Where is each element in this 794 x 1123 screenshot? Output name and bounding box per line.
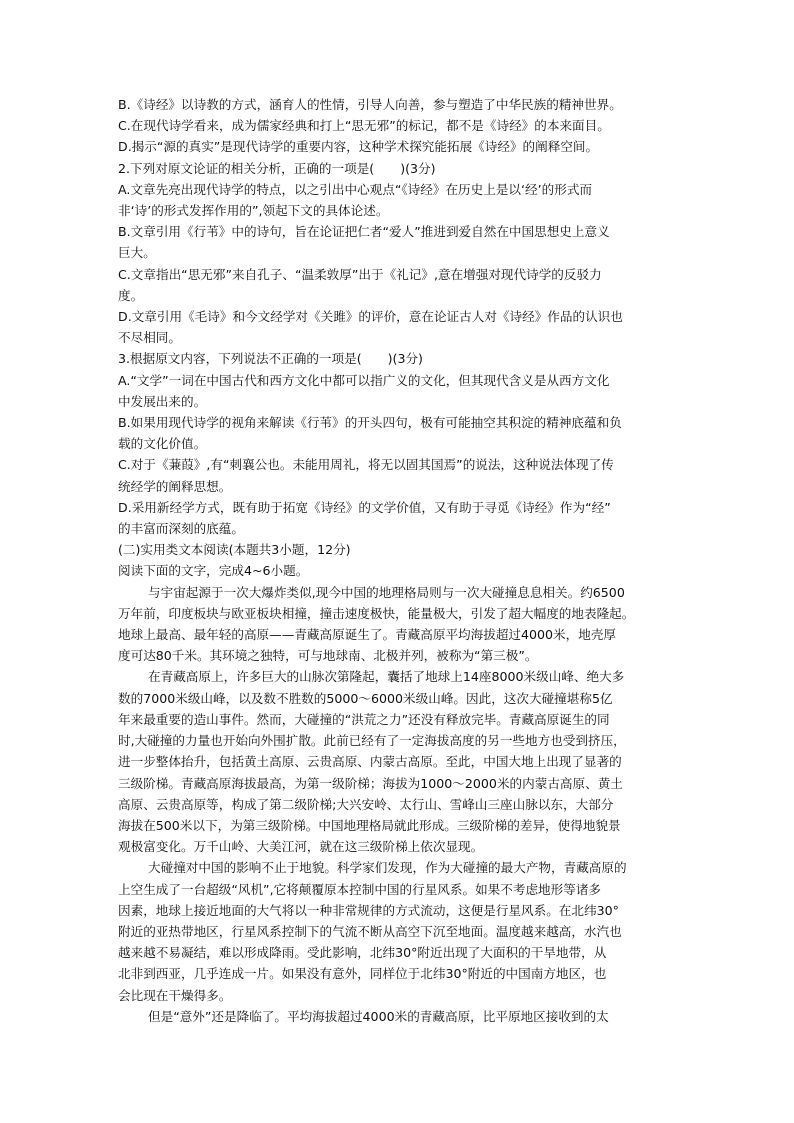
q2-option-c-line-2: 度。 [118,287,144,303]
q3-option-d-line-2: 的丰富而深刻的底蕴。 [118,521,244,537]
paragraph-line: 数的7000米级山峰，以及数不胜数的5000～6000米级山峰。因此，这次大碰撞堪称5亿 [118,690,613,706]
q3-option-c-line-2: 统经学的阐释思想。 [118,478,232,494]
q1-options [118,94,678,158]
paragraph-3 [118,857,678,1005]
paragraph-line: 度可达80千米。其环境之独特，可与地球南、北极并列，被称为“第三极”。 [118,648,538,664]
paragraph-line: 万年前，印度板块与欧亚板块相撞，撞击速度极快，能量极大，引发了超大幅度的地表隆起。 [118,605,635,621]
q2-option-c-line-1: C.文章指出“思无邪”来自孔子、“温柔敦厚”出于《礼记》,意在增强对现代诗学的反驳力 [118,266,602,282]
question-3 [118,348,678,539]
q3-option-b-line-1: B.如果用现代诗学的视角来解读《行苇》的开头四句，极有可能抽空其积淀的精神底蕴和负 [118,415,622,431]
paragraph-line: 三级阶梯。青藏高原海拔最高，为第一级阶梯；海拔为1000～2000米的内蒙古高原、黄土 [118,775,623,791]
paragraph-2 [118,666,678,857]
q2-option-b-line-1: B.文章引用《行苇》中的诗句，旨在论证把仁者“爱人”推进到爱自然在中国思想史上意义 [118,224,610,240]
paragraph-line: 在青藏高原上，许多巨大的山脉次第隆起，囊括了地球上14座8000米级山峰、绝大多 [148,669,625,685]
section-2-title: (二)实用类文本阅读(本题共3小题，12分) [118,542,351,558]
passage [118,582,678,1027]
q2-option-b-line-2: 巨大。 [118,245,156,261]
q3-option-c-line-1: C.对于《蒹葭》,有“刺襄公也。未能用周礼，将无以固其国焉”的说法，这种说法体现了传 [118,457,614,473]
paragraph-line: 大碰撞对中国的影响不止于地貌。科学家们发现，作为大碰撞的最大产物，青藏高原的 [148,860,627,876]
q3-stem-suffix: )(3分) [387,351,423,367]
q3-option-a-line-2: 中发展出来的。 [118,393,207,409]
paragraph-4 [118,1006,678,1027]
q3-stem-prefix: 3.根据原文内容，下列说法不正确的一项是( [118,351,362,367]
paragraph-line: 进一步整体抬升，包括黄土高原、云贵高原、内蒙古高原。至此，中国大地上出现了显著的 [118,754,622,770]
q1-option-d: D.揭示“源的真实”是现代诗学的重要内容，这种学术探究能拓展《诗经》的阐释空间。 [118,139,599,155]
paragraph-1 [118,582,678,667]
q3-option-b-line-2: 载的文化价值。 [118,436,207,452]
paragraph-line: 因素，地球上接近地面的大气将以一种非常规律的方式流动，这便是行星风系。在北纬30° [118,902,619,918]
paragraph-line: 北非到西亚，几乎连成一片。如果没有意外，同样位于北纬30°附近的中国南方地区，也 [118,966,607,982]
q3-stem [118,348,678,369]
q2-option-a-line-1: A.文章先亮出现代诗学的特点，以之引出中心观点“《诗经》在历史上是以‘经’的形式而 [118,181,593,197]
paragraph-line: 高原、云贵高原等，构成了第二级阶梯;大兴安岭、太行山、雪峰山三座山脉以东，大部分 [118,796,614,812]
paragraph-line: 附近的亚热带地区，行星风系控制下的气流不断从高空下沉至地面。温度越来越高，水汽也 [118,923,622,939]
q2-option-d-line-1: D.文章引用《毛诗》和今文经学对《关雎》的评价，意在论证古人对《诗经》作品的认识也 [118,309,623,325]
paragraph-line: 但是“意外”还是降临了。平均海拔超过4000米的青藏高原，比平原地区接收到的太 [148,1008,609,1024]
paragraph-line: 会比现在干燥得多。 [118,987,232,1003]
paragraph-line: 地球上最高、最年轻的高原——青藏高原诞生了。青藏高原平均海拔超过4000米，地壳厚 [118,627,617,643]
q2-option-d-line-2: 不尽相同。 [118,330,181,346]
q2-option-a-line-2: 非‘诗’的形式发挥作用的”,领起下文的具体论述。 [118,203,389,219]
exam-page [118,94,678,1027]
section-2-instruction: 阅读下面的文字，完成4~6小题。 [118,563,309,579]
q2-stem-suffix: )(3分) [400,160,436,176]
paragraph-line: 与宇宙起源于一次大爆炸类似,现今中国的地理格局则与一次大碰撞息息相关。约6500 [148,584,625,600]
q2-stem [118,158,678,179]
q3-option-a-line-1: A.“文学”一词在中国古代和西方文化中都可以指广义的文化，但其现代含义是从西方文化 [118,372,610,388]
paragraph-line: 观极富变化。万千山岭、大美江河，就在这三级阶梯上依次显现。 [118,839,484,855]
paragraph-line: 海拔在500米以下，为第三级阶梯。中国地理格局就此形成。三级阶梯的差异，使得地貌景 [118,817,621,833]
paragraph-line: 时,大碰撞的力量也开始向外围扩散。此前已经有了一定海拔高度的另一些地方也受到挤压， [118,733,626,749]
paragraph-line: 上空生成了一台超级“风机”,它将颠覆原本控制中国的行星风系。如果不考虑地形等诸多 [118,881,602,897]
q3-option-d-line-1: D.采用新经学方式，既有助于拓宽《诗经》的文学价值，又有助于寻觅《诗经》作为“经” [118,499,611,515]
q1-option-b: B.《诗经》以诗教的方式，涵育人的性情，引导人向善，参与塑造了中华民族的精神世界。 [118,97,622,112]
q2-stem-prefix: 2.下列对原文论证的相关分析，正确的一项是( [118,160,375,176]
q1-option-c: C.在现代诗学看来，成为儒家经典和打上“思无邪”的标记，都不是《诗经》的本来面目。 [118,118,610,134]
paragraph-line: 越来越不易凝结，难以形成降雨。受此影响，北纬30°附近出现了大面积的干旱地带，从 [118,945,607,961]
paragraph-line: 年来最重要的造山事件。然而，大碰撞的“洪荒之力”还没有释放完毕。青藏高原诞生的同 [118,711,610,727]
question-2 [118,158,678,349]
